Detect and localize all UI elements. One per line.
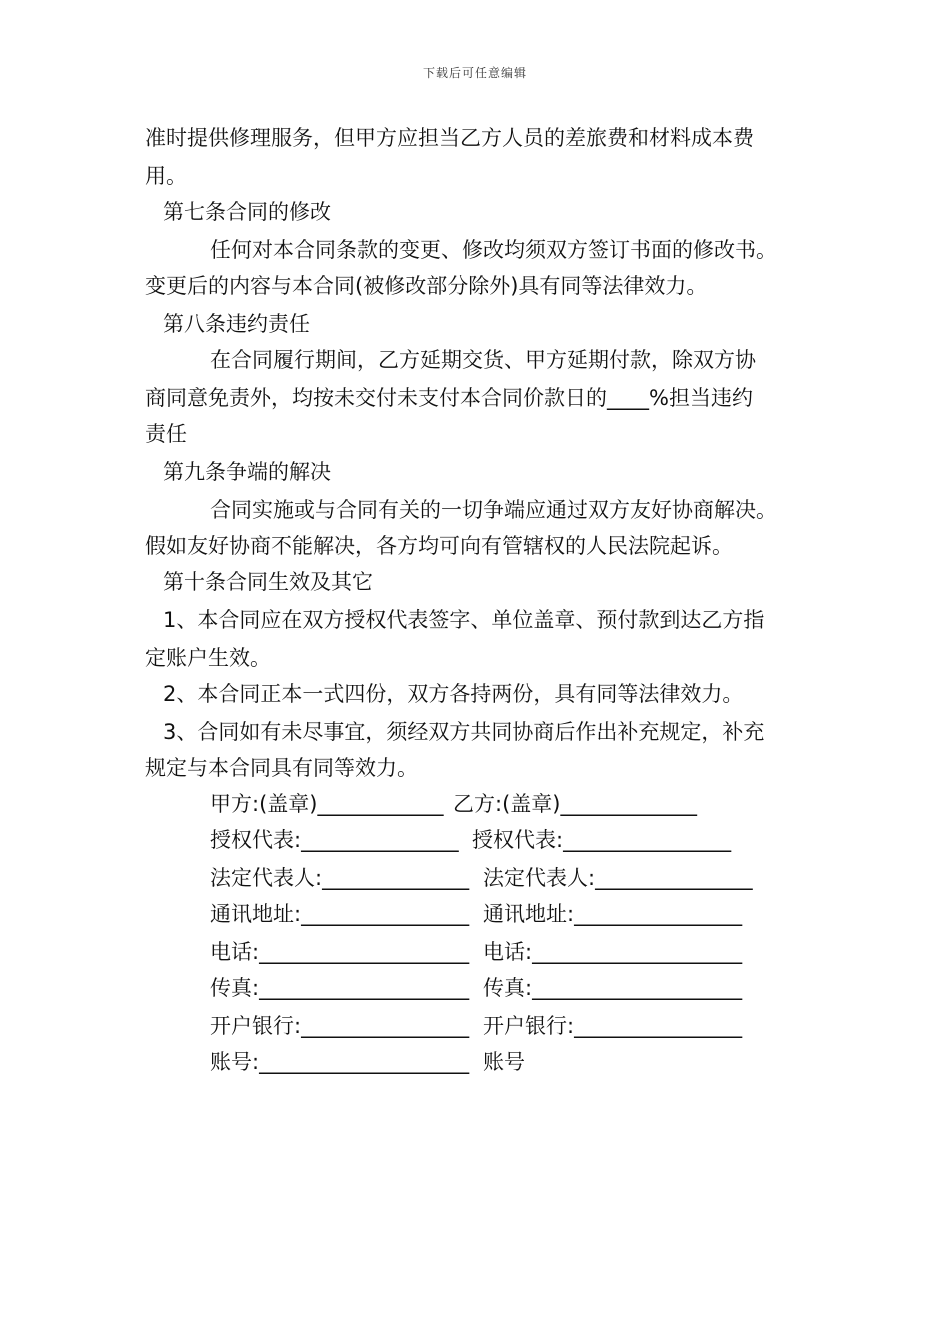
body-line: 准时提供修理服务，但甲方应担当乙方人员的差旅费和材料成本费	[145, 126, 754, 150]
body-line: 用。	[145, 164, 187, 188]
party-a-field: 授权代表:_______________	[210, 828, 459, 852]
body-line: 规定与本合同具有同等效力。	[145, 756, 418, 780]
party-b-field: 传真:____________________	[483, 976, 743, 1000]
party-b-field: 电话:____________________	[483, 940, 743, 964]
body-line: 商同意免责外，均按未交付未支付本合同价款日的____%担当违约	[145, 386, 753, 410]
party-b-field: 通讯地址:________________	[483, 902, 743, 926]
section-heading-9: 第九条争端的解决	[163, 460, 331, 484]
body-line: 合同实施或与合同有关的一切争端应通过双方友好协商解决。	[210, 498, 777, 522]
party-b-field: 授权代表:________________	[472, 828, 732, 852]
body-line: 2、本合同正本一式四份，双方各持两份，具有同等法律效力。	[163, 682, 744, 706]
body-line: 1、本合同应在双方授权代表签字、单位盖章、预付款到达乙方指	[163, 608, 765, 632]
section-heading-8: 第八条违约责任	[163, 312, 310, 336]
party-b-field: 账号	[483, 1050, 525, 1074]
party-a-field: 开户银行:________________	[210, 1014, 470, 1038]
party-a-field: 账号:____________________	[210, 1050, 470, 1074]
body-line: 3、合同如有未尽事宜，须经双方共同协商后作出补充规定，补充	[163, 720, 765, 744]
body-line: 在合同履行期间，乙方延期交货、甲方延期付款，除双方协	[210, 348, 756, 372]
section-heading-7: 第七条合同的修改	[163, 200, 331, 224]
party-a-field: 通讯地址:________________	[210, 902, 470, 926]
section-heading-10: 第十条合同生效及其它	[163, 570, 373, 594]
party-a-field: 传真:____________________	[210, 976, 470, 1000]
page-header: 下载后可任意编辑	[422, 66, 527, 80]
party-a-field: 电话:____________________	[210, 940, 470, 964]
party-b-field: 开户银行:________________	[483, 1014, 743, 1038]
party-a-field: 法定代表人:______________	[210, 866, 470, 890]
party-b-field: 法定代表人:_______________	[483, 866, 753, 890]
body-line: 变更后的内容与本合同(被修改部分除外)具有同等法律效力。	[145, 274, 708, 298]
party-b-field: 乙方:(盖章)_____________	[453, 792, 697, 816]
body-line: 定账户生效。	[145, 646, 271, 670]
body-line: 假如友好协商不能解决，各方均可向有管辖权的人民法院起诉。	[145, 534, 733, 558]
body-line: 责任	[145, 422, 187, 446]
party-a-field: 甲方:(盖章)____________	[210, 792, 444, 816]
body-line: 任何对本合同条款的变更、修改均须双方签订书面的修改书。	[210, 238, 777, 262]
